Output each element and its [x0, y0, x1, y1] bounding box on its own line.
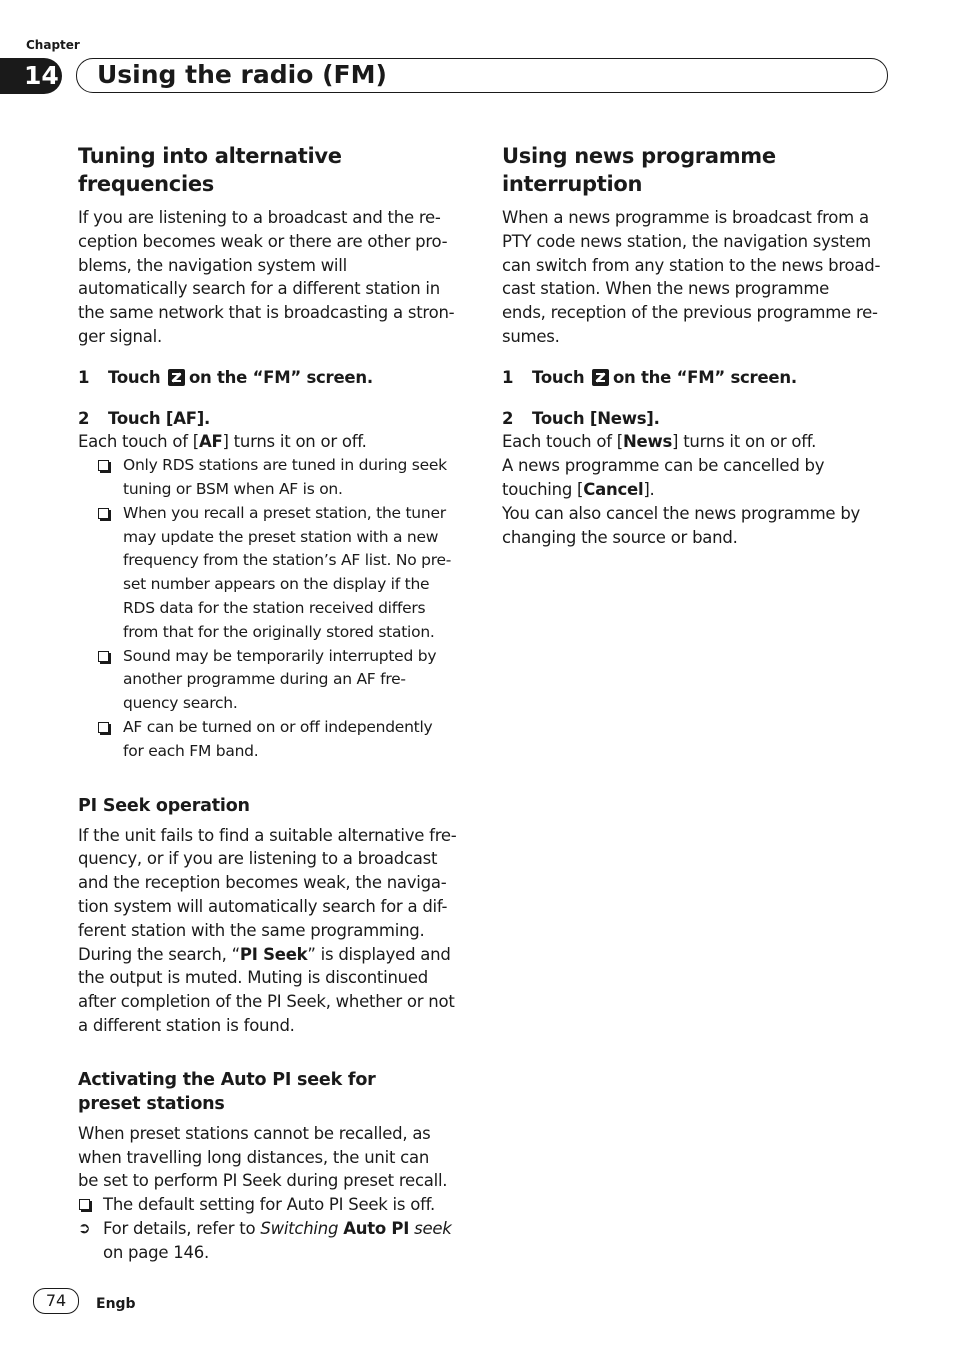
auto-pi-notes — [78, 1193, 464, 1264]
chapter-label: Chapter — [26, 38, 80, 52]
settings-tool-icon — [592, 369, 609, 386]
auto-pi-heading: Activating the Auto PI seek for preset stations — [78, 1069, 376, 1114]
note-item: Sound may be temporarily interrupted by another programme during an AF fre- quency search. — [78, 645, 464, 716]
chapter-number-tab: 14 — [0, 58, 62, 94]
step-number: 2 — [502, 408, 514, 428]
note-item: When you recall a preset station, the tuner may update the preset station with a new frequency from the station’s AF list. No pre- set number appears on the display if the RDS data for the station received differs from that for the originally stored station. — [78, 502, 464, 645]
reference-item: ➲ For details, refer to Switching Auto PI seek on page 146. — [78, 1218, 452, 1262]
pi-heading: PI Seek operation — [78, 795, 250, 816]
step-text: on the “FM” screen. — [612, 367, 797, 387]
left-column — [78, 142, 464, 1264]
af-each-touch: Each touch of [AF] turns it on or off. — [78, 432, 367, 452]
af-intro-line: the same network that is broadcasting a stron- — [78, 303, 455, 323]
note-item: AF can be turned on or off independently for each FM band. — [78, 716, 464, 764]
checkbox-bullet-icon — [98, 460, 109, 471]
af-intro-line: ception becomes weak or there are other pro- — [78, 231, 448, 251]
news-intro: When a news programme is broadcast from a PTY code news station, the navigation system can switch from any station to the news broad- cast station. When the news programme ends, reception of the previous programme re- sumes. — [502, 208, 881, 346]
step-text: on the “FM” screen. — [188, 367, 373, 387]
step-text: Touch [News]. — [532, 408, 660, 428]
checkbox-bullet-icon — [98, 508, 109, 519]
chapter-title-box — [76, 58, 888, 93]
step-number: 1 — [78, 367, 90, 387]
news-heading: Using news programme interruption — [502, 144, 776, 196]
note-item: Only RDS stations are tuned in during seek tuning or BSM when AF is on. — [78, 454, 464, 502]
checkbox-bullet-icon — [98, 722, 109, 733]
step-text: Touch — [532, 367, 585, 387]
news-body: Each touch of [News] turns it on or off. A news programme can be cancelled by touching [Cancel]. You can also cancel the news programme by changing the source or band. — [502, 432, 861, 547]
language-code: Engb — [96, 1296, 136, 1312]
af-intro-line: blems, the navigation system will — [78, 255, 347, 275]
right-column — [502, 142, 890, 549]
af-intro-line: ger signal. — [78, 326, 162, 346]
af-intro-line: automatically search for a different station in — [78, 279, 440, 299]
af-step-2 — [78, 407, 464, 431]
settings-tool-icon — [168, 369, 185, 386]
checkbox-bullet-icon — [79, 1199, 90, 1210]
news-step-2 — [502, 407, 890, 431]
af-notes — [78, 454, 464, 763]
step-text: Touch [AF]. — [108, 408, 211, 428]
af-intro-line: If you are listening to a broadcast and the re- — [78, 208, 441, 227]
af-heading: Tuning into alternative frequencies — [78, 144, 342, 196]
chapter-title: Using the radio (FM) — [97, 60, 387, 89]
af-intro — [78, 206, 464, 349]
news-step-1 — [502, 366, 890, 390]
note-item: The default setting for Auto PI Seek is off. — [78, 1193, 464, 1217]
pi-body: If the unit fails to find a suitable alternative fre- quency, or if you are listening to a broadcast and the reception becomes weak, the naviga- tion system will automatically search for a dif- ferent station with the same programming. During the search, “PI Seek” is displayed and the output is muted. Muting is discontinued after completion of the PI Seek, whether or not a different station is found. — [78, 825, 457, 1035]
af-step-1 — [78, 366, 464, 390]
step-number: 2 — [78, 408, 90, 428]
checkbox-bullet-icon — [98, 651, 109, 662]
step-number: 1 — [502, 367, 514, 387]
step-text: Touch — [108, 367, 161, 387]
reference-arrow-icon: ➲ — [78, 1218, 91, 1237]
page-number: 74 — [33, 1288, 79, 1314]
auto-pi-body: When preset stations cannot be recalled, as when travelling long distances, the unit can be set to perform PI Seek during preset recall. — [78, 1123, 448, 1191]
